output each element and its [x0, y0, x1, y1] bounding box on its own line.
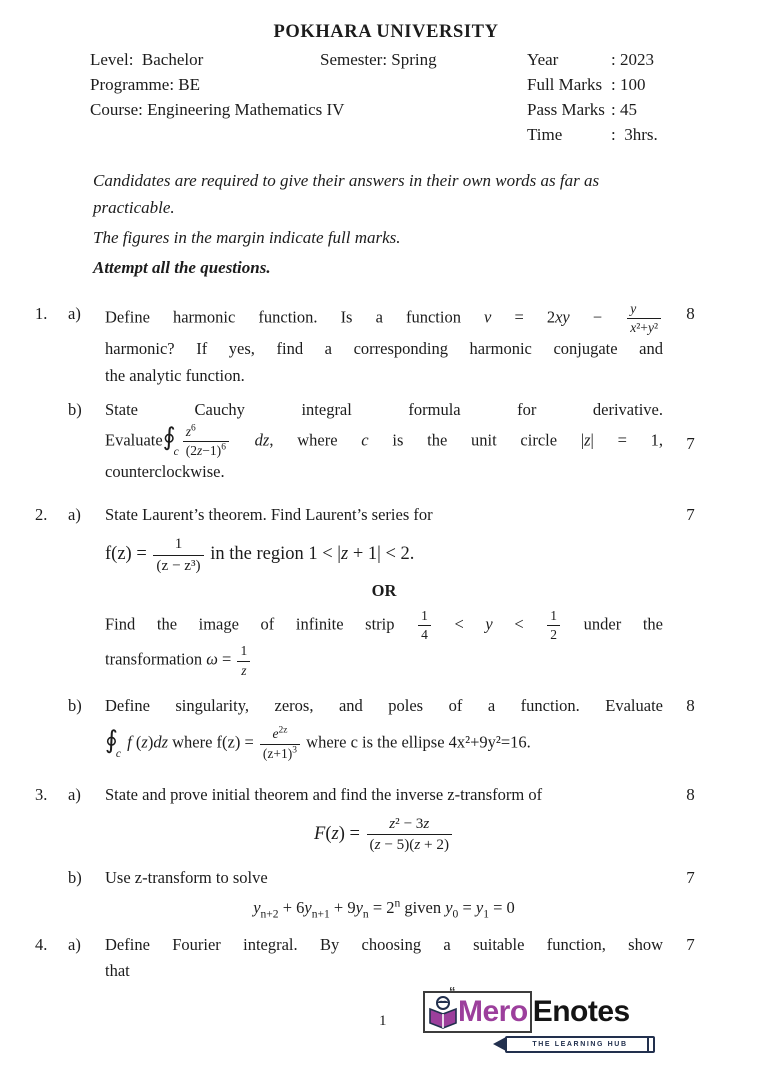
pencil-tip-icon — [493, 1037, 506, 1051]
math-token: z — [389, 815, 396, 833]
math-token: dz — [153, 732, 168, 752]
university-title: POKHARA UNIVERSITY — [273, 22, 499, 42]
math-token: n — [362, 908, 369, 921]
question-row-1a — [35, 301, 718, 389]
question-formula-line — [105, 643, 663, 678]
math-token: 3 — [292, 745, 298, 756]
math-token: ( — [131, 732, 142, 752]
math-token: ω — [206, 649, 218, 669]
question-row-3b — [35, 865, 718, 922]
math-token: z — [374, 836, 381, 854]
math-token: z — [331, 824, 339, 845]
math-token: f — [123, 732, 132, 752]
question-text-line: State Laurent’s theorem. Find Laurent’s series for — [105, 504, 433, 524]
math-token: y — [485, 614, 493, 634]
math-token: = 0 — [489, 898, 515, 918]
math-token: z — [341, 544, 349, 565]
math-token: 1 — [174, 535, 183, 553]
math-token: Evaluate — [105, 430, 163, 450]
question-text-line: Use z-transform to solve — [105, 867, 268, 887]
math-token: ² − 3 — [395, 815, 424, 833]
question-text-line: harmonic? If yes, find a corresponding harmonic conjugate and — [105, 339, 663, 359]
logo-text-mero: Mero — [458, 994, 528, 1028]
math-token: 1 — [421, 607, 428, 623]
pencil-eraser-icon — [647, 1038, 649, 1051]
question-marks: 8 — [686, 695, 695, 715]
math-fraction — [183, 424, 229, 459]
math-token: z — [414, 836, 421, 854]
full-marks-label: Full Marks : 100 — [527, 75, 646, 94]
meta-row — [90, 122, 682, 147]
math-token: z — [241, 662, 247, 678]
math-token: z — [197, 443, 203, 459]
question-formula-line — [105, 815, 663, 854]
math-token: z — [141, 732, 148, 752]
exam-header — [90, 22, 682, 147]
question-formula-line — [105, 726, 663, 761]
math-token: y — [253, 898, 261, 918]
math-fraction — [418, 608, 431, 643]
math-token: = 2 — [491, 307, 556, 327]
year-label: Year : 2023 — [527, 50, 654, 69]
question-letter: b) — [68, 867, 82, 887]
question-number: 3. — [35, 784, 48, 804]
logo-text-enotes: Enotes — [532, 994, 630, 1028]
question-text-line: the analytic function. — [105, 365, 245, 385]
question-text-line — [105, 301, 663, 336]
math-token: (2 — [185, 443, 198, 459]
math-token: y — [475, 898, 484, 918]
math-token: ²+ — [636, 320, 648, 336]
math-token: 6 — [221, 442, 226, 453]
math-token: 1 — [240, 643, 248, 659]
page-number: 1 — [379, 1012, 387, 1029]
math-token: (z − z³) — [156, 556, 201, 574]
question-body — [105, 865, 663, 922]
math-token: 2z — [278, 725, 288, 736]
reading-person-icon — [428, 995, 458, 1029]
meroenotes-logo — [423, 983, 655, 1053]
logo-tagline: THE LEARNING HUB — [532, 1040, 628, 1048]
question-letter: a) — [68, 934, 81, 954]
math-token: given — [400, 898, 446, 918]
instruction-line: Attempt all the questions. — [93, 258, 271, 277]
math-token: + 6 — [278, 898, 305, 918]
course-label: Course: Engineering Mathematics IV — [90, 100, 345, 119]
math-token: ( — [369, 836, 375, 854]
math-token: in the region 1 < | — [205, 544, 341, 565]
question-body — [105, 782, 663, 859]
math-token: y — [304, 898, 312, 918]
question-marks: 8 — [686, 304, 695, 323]
math-token: = — [217, 649, 236, 669]
question-row-2b — [35, 693, 718, 766]
math-fraction — [260, 726, 300, 761]
math-token: 4 — [421, 627, 428, 643]
question-row-4a — [35, 932, 718, 985]
meta-row — [90, 97, 682, 122]
math-token: ( — [325, 824, 332, 845]
question-text-line: Define singularity, zeros, and poles of a function. Evaluate — [105, 695, 663, 715]
meta-row — [90, 72, 682, 97]
instruction-line: The figures in the margin indicate full marks. — [93, 228, 401, 247]
question-text-line: that — [105, 961, 130, 981]
question-letter: a) — [68, 784, 81, 804]
math-token: dz — [254, 430, 270, 450]
question-formula-line — [105, 424, 663, 459]
question-number: 1. — [35, 304, 48, 323]
question-letter: b) — [68, 695, 82, 715]
instructions — [93, 167, 645, 281]
question-marks: 7 — [686, 934, 695, 954]
math-fraction — [237, 643, 250, 678]
question-marks: 7 — [686, 434, 695, 454]
question-body — [105, 932, 663, 985]
math-token: + 1| < 2. — [348, 544, 415, 565]
semester-label: Semester: Spring — [320, 50, 437, 69]
meta-row — [90, 47, 682, 72]
pass-marks-label: Pass Marks : 45 — [527, 100, 637, 119]
math-token: z — [185, 423, 192, 439]
math-token: Find the image of infinite strip — [105, 614, 417, 634]
math-token: − 5)( — [380, 836, 415, 854]
question-letter: b) — [68, 400, 82, 420]
math-token: where c is the ellipse 4x²+9y²=16. — [302, 732, 531, 752]
time-label: Time : 3hrs. — [527, 125, 658, 144]
question-text-line: State Cauchy integral formula for derivative. — [105, 400, 663, 420]
math-token: xy — [555, 307, 570, 327]
pencil-banner-icon — [505, 1036, 655, 1053]
math-token: < — [432, 614, 486, 634]
math-token: c — [361, 430, 369, 450]
math-token: ) — [147, 732, 154, 752]
instruction-line: Candidates are required to give their answers in their own words as far as practicable. — [93, 171, 600, 217]
math-token: 6 — [191, 423, 196, 434]
contour-integral-icon: $∮_c$ — [162, 422, 179, 458]
question-letter: a) — [68, 304, 81, 323]
math-token: = — [458, 898, 476, 918]
math-fraction — [627, 301, 661, 336]
page-footer — [35, 983, 718, 1063]
math-token: where f(z) = — [167, 732, 258, 752]
question-marks: 7 — [686, 504, 695, 524]
math-token: y — [630, 301, 637, 316]
question-letter: a) — [68, 504, 81, 524]
math-token: y — [355, 898, 363, 918]
math-token: 2 — [550, 627, 558, 643]
math-token: + 9 — [329, 898, 356, 918]
math-token: F — [314, 824, 326, 845]
math-token: e — [272, 726, 279, 742]
question-row-3a — [35, 782, 718, 859]
math-token: z — [584, 430, 591, 450]
question-text-line — [105, 608, 663, 643]
logo-box — [423, 983, 532, 1033]
math-token — [231, 430, 255, 449]
math-token: z — [423, 815, 430, 833]
question-marks: 8 — [686, 784, 695, 804]
question-list — [35, 301, 718, 985]
question-text-line: counterclockwise. — [105, 462, 225, 482]
math-token: − — [569, 307, 626, 327]
math-token: < — [492, 614, 546, 634]
math-token: x — [630, 320, 637, 336]
programme-label: Programme: BE — [90, 75, 201, 94]
question-number: 2. — [35, 504, 48, 524]
logo-main — [423, 983, 655, 1033]
question-text-line: State and prove initial theorem and find the inverse z-transform of — [105, 784, 543, 804]
math-token: | = 1, — [590, 430, 664, 450]
math-fraction — [547, 608, 560, 643]
question-formula-line — [105, 535, 663, 574]
question-row-2a — [35, 502, 718, 679]
quote-mark-icon: “ — [449, 983, 456, 999]
contour-integral-icon: $∮_c$ — [105, 724, 122, 761]
math-token: , where — [269, 430, 362, 450]
or-label: OR — [371, 580, 397, 600]
math-token: + 2) — [420, 836, 449, 854]
question-row-1b — [35, 397, 718, 485]
math-token: ² — [653, 320, 658, 336]
question-body — [105, 397, 663, 485]
math-token: n+1 — [311, 908, 330, 921]
math-token: = 2 — [368, 898, 395, 918]
math-token: y — [445, 898, 453, 918]
math-fraction — [153, 535, 203, 574]
math-token: 1 — [483, 908, 489, 921]
question-marks: 7 — [686, 867, 695, 887]
math-token: n — [394, 897, 401, 910]
math-token: is the unit circle | — [368, 430, 585, 450]
math-token: 1 — [550, 607, 558, 623]
question-body — [105, 301, 663, 389]
math-token: (z+1) — [262, 745, 293, 761]
math-token: y — [647, 320, 654, 336]
math-token: Define harmonic function. Is a function — [105, 307, 485, 327]
math-token: transformation — [105, 649, 207, 669]
math-token: n+2 — [260, 908, 279, 921]
math-fraction — [367, 815, 452, 854]
exam-meta — [90, 47, 682, 147]
math-token: under the — [562, 614, 663, 634]
question-body — [105, 502, 663, 679]
question-formula-line — [105, 897, 663, 921]
question-body — [105, 693, 663, 766]
math-token: f(z) = — [105, 544, 152, 565]
math-token: −1) — [202, 443, 222, 459]
question-text-line: Define Fourier integral. By choosing a suitable function, show — [105, 934, 663, 954]
math-token: v — [484, 307, 492, 327]
math-token: 0 — [452, 908, 459, 921]
level-label: Level: Bachelor — [90, 50, 204, 69]
math-token: ) = — [338, 824, 365, 845]
question-number: 4. — [35, 934, 48, 954]
